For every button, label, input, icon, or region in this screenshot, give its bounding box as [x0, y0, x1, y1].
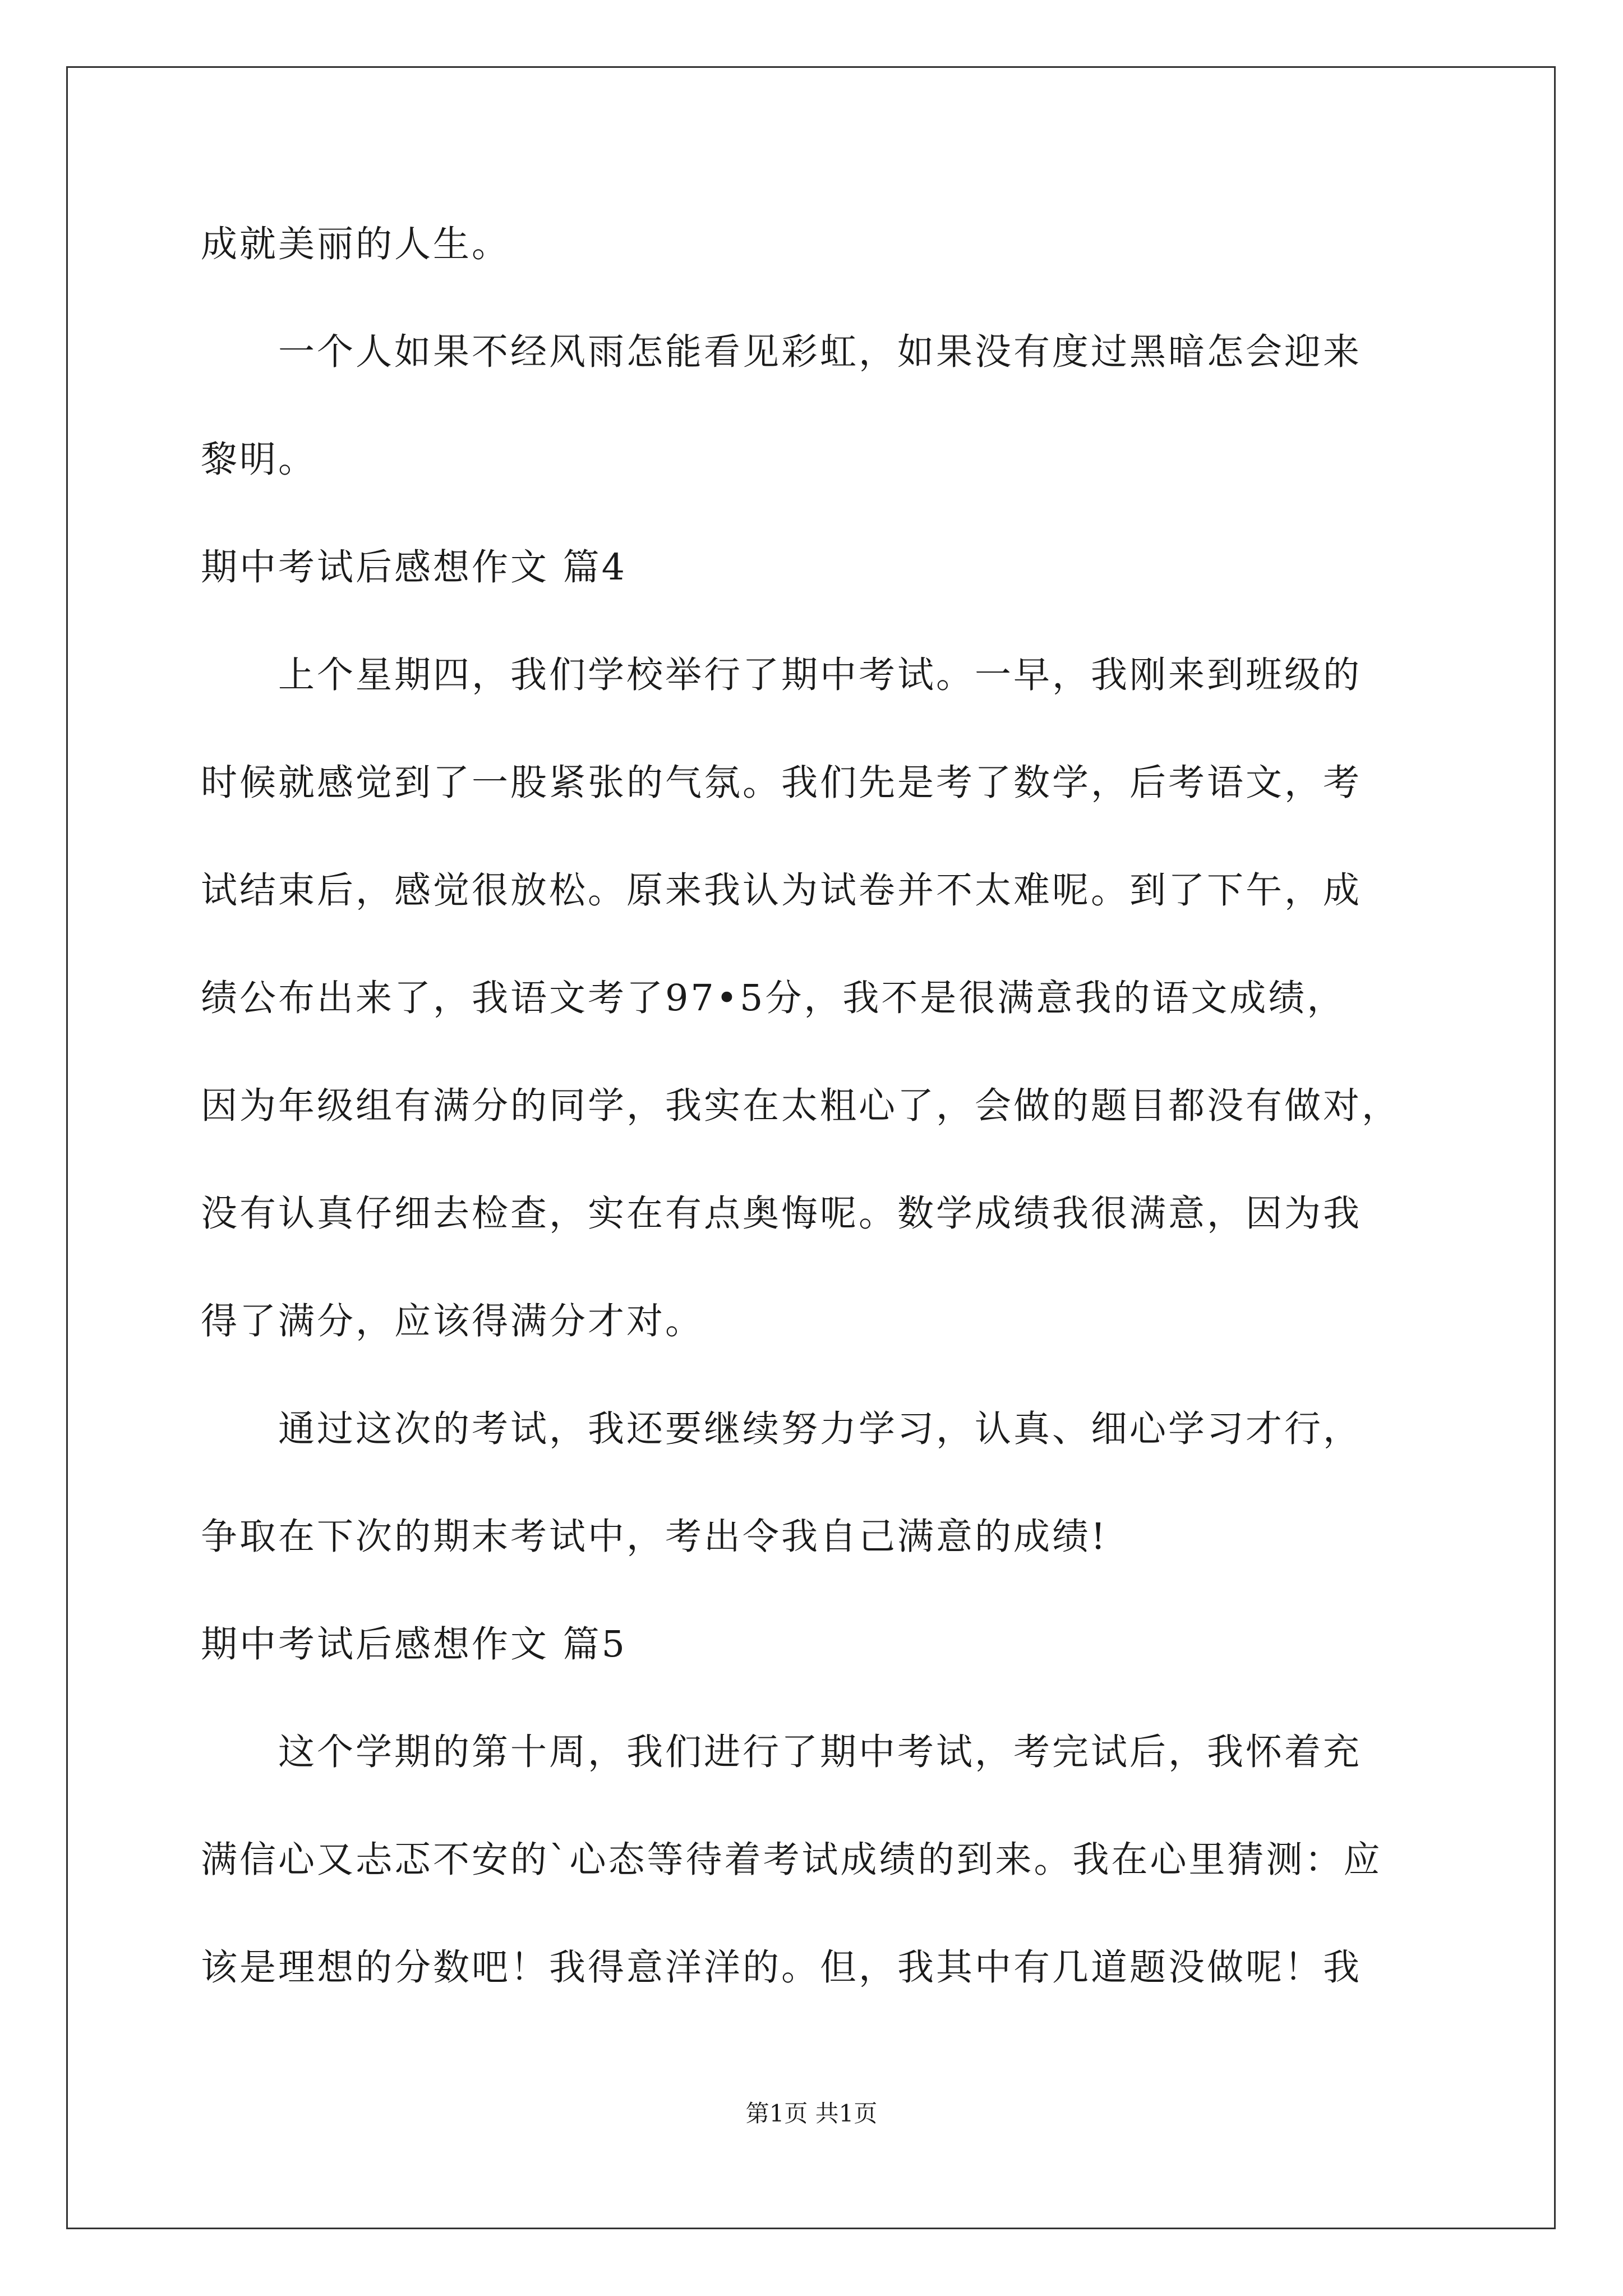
section-heading-5: 期中考试后感想作文 篇5 [201, 1623, 628, 1665]
text-line: 黎明。 [201, 439, 317, 481]
text-line: 时候就感觉到了一股紧张的气氛。我们先是考了数学，后考语文，考 [201, 762, 1362, 804]
text-line: 因为年级组有满分的同学，我实在太粗心了，会做的题目都没有做对， [201, 1085, 1401, 1127]
section-heading-4: 期中考试后感想作文 篇4 [201, 546, 628, 588]
text-line: 争取在下次的期末考试中，考出令我自己满意的成绩! [201, 1516, 1108, 1558]
text-line: 成就美丽的人生。 [201, 223, 511, 265]
page-footer: 第1页 共1页 [745, 2100, 878, 2127]
text-line: 绩公布出来了，我语文考了97•5分，我不是很满意我的语文成绩， [201, 977, 1346, 1019]
document-body [201, 191, 1435, 2022]
paragraph-start: 一个人如果不经风雨怎能看见彩虹，如果没有度过黑暗怎会迎来 [278, 331, 1362, 373]
paragraph-start: 上个星期四，我们学校举行了期中考试。一早，我刚来到班级的 [278, 654, 1362, 696]
text-line: 没有认真仔细去检查，实在有点奥悔呢。数学成绩我很满意，因为我 [201, 1193, 1362, 1235]
paragraph-start: 通过这次的考试，我还要继续努力学习，认真、细心学习才行， [278, 1408, 1362, 1450]
paragraph-start: 这个学期的第十周，我们进行了期中考试，考完试后，我怀着充 [278, 1731, 1362, 1773]
text-line: 满信心又忐忑不安的`心态等待着考试成绩的到来。我在心里猜测：应 [201, 1839, 1382, 1881]
text-line: 该是理想的分数吧！我得意洋洋的。但，我其中有几道题没做呢！我 [201, 1947, 1362, 1989]
text-line: 得了满分，应该得满分才对。 [201, 1300, 704, 1342]
text-line: 试结束后，感觉很放松。原来我认为试卷并不太难呢。到了下午，成 [201, 869, 1362, 912]
